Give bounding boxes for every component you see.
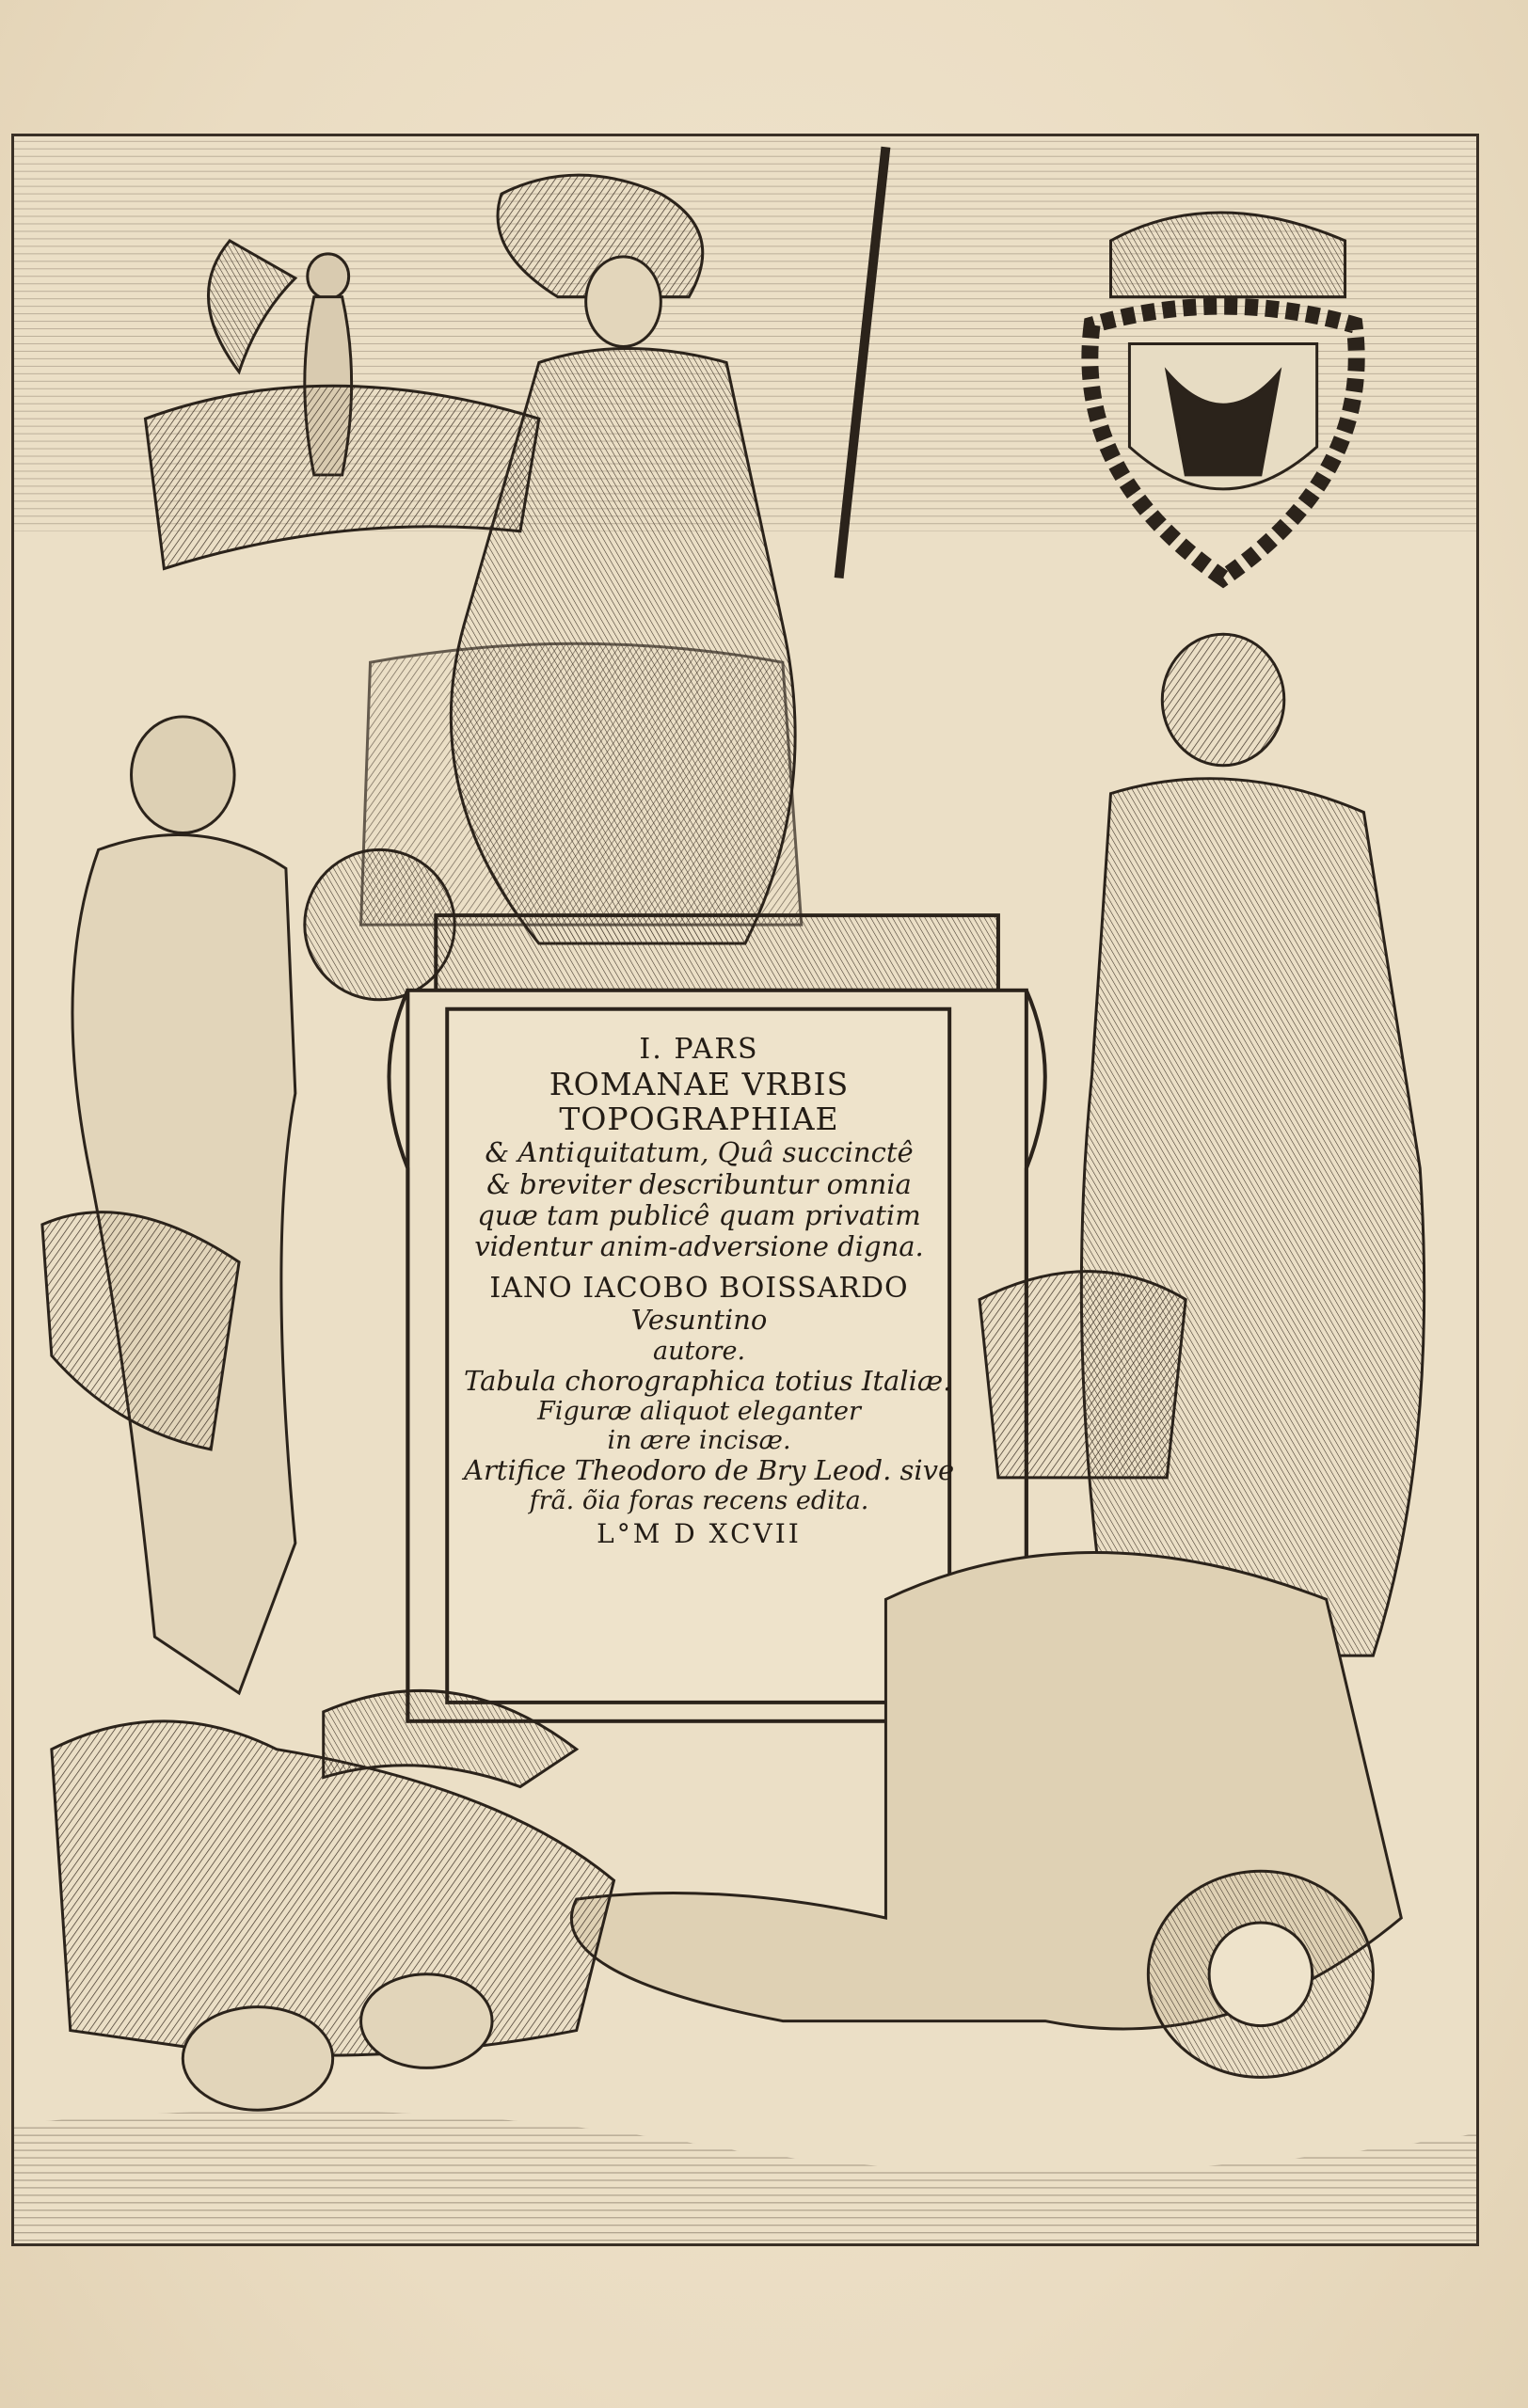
author-name: IANO IACOBO BOISSARDO xyxy=(489,1271,909,1305)
figures-note: Figuræ aliquot eleganter xyxy=(537,1396,861,1426)
publication-note: frã. õia foras recens edita. xyxy=(529,1486,869,1516)
subtitle-line-1: & Antiquitatum, Quâ succinctê xyxy=(485,1136,914,1169)
subtitle-line-4: videntur anim-adversione digna. xyxy=(474,1230,924,1263)
artifice-note: Artifice Theodoro de Bry Leod. sive xyxy=(464,1454,955,1487)
title-inscription xyxy=(464,1021,955,1698)
right-draped-figure xyxy=(1081,634,1424,1656)
subtitle-line-2: & breviter describuntur omnia xyxy=(486,1167,912,1200)
left-allegorical-figure xyxy=(42,717,454,1693)
engraved-note: in ære incisæ. xyxy=(607,1426,791,1456)
she-wolf-with-twins xyxy=(52,1690,614,2110)
title-line-1: ROMANAE VRBIS xyxy=(549,1065,850,1102)
publication-date: L°M D XCVII xyxy=(597,1518,802,1550)
engraved-plate xyxy=(11,134,1479,2246)
map-note: Tabula chorographica totius Italiæ. xyxy=(464,1364,952,1397)
author-role: autore. xyxy=(652,1336,746,1366)
part-label: I. PARS xyxy=(639,1033,759,1066)
title-line-2: TOPOGRAPHIAE xyxy=(559,1101,839,1138)
author-origin: Vesuntino xyxy=(630,1304,768,1337)
subtitle-line-3: quæ tam publicê quam privatim xyxy=(477,1199,921,1232)
ground-hatching xyxy=(14,2111,1476,2242)
